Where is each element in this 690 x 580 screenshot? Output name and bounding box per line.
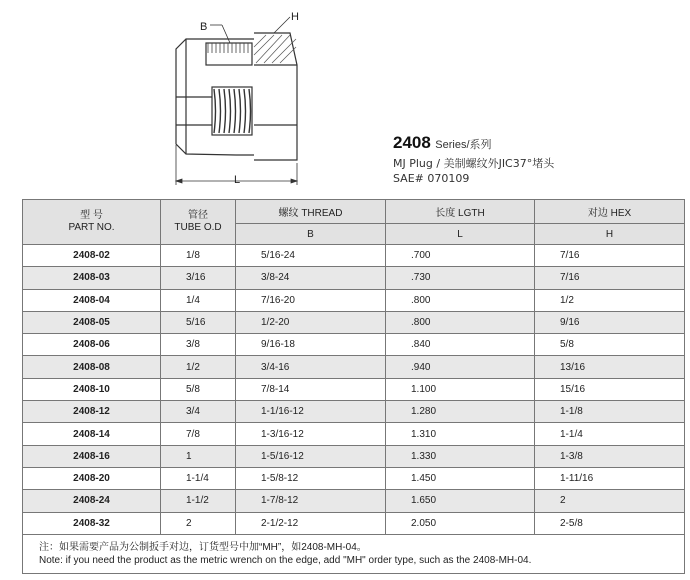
thread-cell: 7/16-20 [236, 289, 386, 311]
series-title [393, 133, 554, 153]
table-row [23, 423, 685, 445]
table-row [23, 311, 685, 333]
product-subtitle: MJ Plug / 美制螺纹外JIC37°堵头 [393, 157, 555, 170]
tube-cell: 1-1/4 [161, 467, 236, 489]
table-row [23, 401, 685, 423]
length-cell: .840 [386, 334, 535, 356]
tube-cell: 3/8 [161, 334, 236, 356]
tube-cell: 5/16 [161, 311, 236, 333]
header-hex-sub: H [535, 224, 685, 245]
part-no-cell: 2408-14 [23, 423, 161, 445]
part-no-cell: 2408-05 [23, 311, 161, 333]
table-row [23, 289, 685, 311]
note-cell [23, 534, 685, 573]
hex-cell: 13/16 [535, 356, 685, 378]
tube-cell: 1/8 [161, 245, 236, 267]
note-english: Note: if you need the product as the metric wrench on the edge, add "MH" order type, such as the 2408-MH-04. [39, 554, 532, 566]
length-cell: .800 [386, 311, 535, 333]
hex-cell: 1-1/8 [535, 401, 685, 423]
header-length: 长度 LGTH [386, 200, 535, 224]
title-block [393, 133, 554, 185]
thread-cell: 3/8-24 [236, 267, 386, 289]
hex-dimension-label: H [291, 11, 299, 23]
hex-cell: 1-11/16 [535, 467, 685, 489]
tube-cell: 1/2 [161, 356, 236, 378]
note-chinese: 注：如果需要产品为公制扳手对边，订货型号中加“MH”，如2408-MH-04。 [39, 541, 367, 553]
thread-cell: 1-7/8-12 [236, 490, 386, 512]
length-cell: .730 [386, 267, 535, 289]
tube-cell: 3/16 [161, 267, 236, 289]
thread-cell: 1-1/16-12 [236, 401, 386, 423]
length-cell: 1.100 [386, 378, 535, 400]
length-cell: 1.310 [386, 423, 535, 445]
sae-number: SAE# 070109 [393, 172, 470, 185]
length-cell: 1.450 [386, 467, 535, 489]
hex-cell: 1-1/4 [535, 423, 685, 445]
length-cell: .800 [386, 289, 535, 311]
hex-cell: 15/16 [535, 378, 685, 400]
table-row [23, 267, 685, 289]
part-no-cell: 2408-16 [23, 445, 161, 467]
header-hex: 对边 HEX [535, 200, 685, 224]
part-no-cell: 2408-03 [23, 267, 161, 289]
thread-cell: 1-5/16-12 [236, 445, 386, 467]
part-no-cell: 2408-04 [23, 289, 161, 311]
hex-cell: 7/16 [535, 267, 685, 289]
spec-table [22, 199, 685, 574]
tube-cell: 1 [161, 445, 236, 467]
hex-cell: 7/16 [535, 245, 685, 267]
hex-cell: 5/8 [535, 334, 685, 356]
part-no-cell: 2408-24 [23, 490, 161, 512]
fitting-drawing [150, 5, 340, 190]
series-number: 2408 [393, 133, 431, 152]
hex-cell: 2-5/8 [535, 512, 685, 534]
thread-cell: 1/2-20 [236, 311, 386, 333]
note-row [23, 534, 685, 573]
thread-cell: 2-1/2-12 [236, 512, 386, 534]
thread-dimension-label: B [200, 21, 208, 33]
thread-cell: 3/4-16 [236, 356, 386, 378]
length-cell: 2.050 [386, 512, 535, 534]
part-no-cell: 2408-20 [23, 467, 161, 489]
tube-cell: 7/8 [161, 423, 236, 445]
part-no-cell: 2408-06 [23, 334, 161, 356]
header-tube-en: TUBE O.D [174, 222, 222, 233]
thread-cell: 5/16-24 [236, 245, 386, 267]
length-cell: .700 [386, 245, 535, 267]
header-part-no [23, 200, 161, 245]
part-no-cell: 2408-02 [23, 245, 161, 267]
table-row [23, 490, 685, 512]
hex-cell: 2 [535, 490, 685, 512]
header-thread: 螺纹 THREAD [236, 200, 386, 224]
length-dimension-label: L [234, 174, 241, 186]
tube-cell: 2 [161, 512, 236, 534]
tube-cell: 1/4 [161, 289, 236, 311]
part-no-cell: 2408-12 [23, 401, 161, 423]
hex-cell: 9/16 [535, 311, 685, 333]
part-no-cell: 2408-32 [23, 512, 161, 534]
thread-cell: 1-5/8-12 [236, 467, 386, 489]
header-tube-cn: 管径 [188, 210, 208, 221]
header-thread-sub: B [236, 224, 386, 245]
table-row [23, 334, 685, 356]
tube-cell: 3/4 [161, 401, 236, 423]
header-part-cn: 型 号 [80, 210, 103, 221]
table-row [23, 445, 685, 467]
table-row [23, 356, 685, 378]
table-row [23, 512, 685, 534]
length-cell: 1.330 [386, 445, 535, 467]
tube-cell: 5/8 [161, 378, 236, 400]
series-label: Series/系列 [435, 139, 492, 151]
header-part-en: PART NO. [68, 222, 115, 233]
thread-cell: 1-3/16-12 [236, 423, 386, 445]
thread-cell: 7/8-14 [236, 378, 386, 400]
header-length-sub: L [386, 224, 535, 245]
hex-cell: 1-3/8 [535, 445, 685, 467]
length-cell: 1.280 [386, 401, 535, 423]
tube-cell: 1-1/2 [161, 490, 236, 512]
length-cell: .940 [386, 356, 535, 378]
part-no-cell: 2408-08 [23, 356, 161, 378]
hex-cell: 1/2 [535, 289, 685, 311]
thread-cell: 9/16-18 [236, 334, 386, 356]
table-row [23, 245, 685, 267]
length-cell: 1.650 [386, 490, 535, 512]
table-row [23, 467, 685, 489]
part-no-cell: 2408-10 [23, 378, 161, 400]
header-tube-od [161, 200, 236, 245]
table-row [23, 378, 685, 400]
